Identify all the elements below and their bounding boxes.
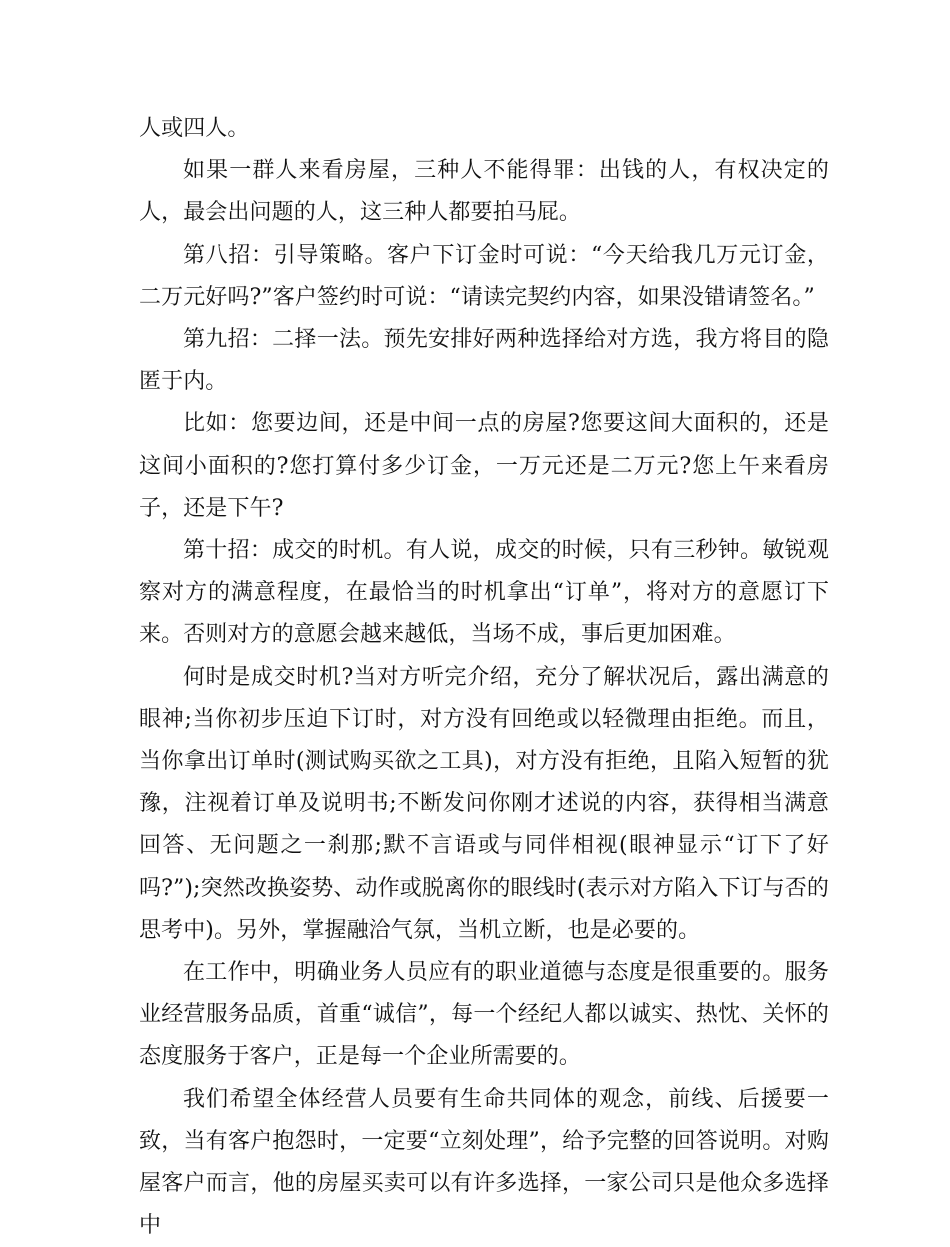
paragraph-3: 第八招：引导策略。客户下订金时可说：“今天给我几万元订金，二万元好吗?”客户签约时可说：“请读完契约内容，如果没错请签名。”	[139, 242, 829, 310]
paragraph-8: 在工作中，明确业务人员应有的职业道德与态度是很重要的。服务业经营服务品质，首重“诚信”，每一个经纪人都以诚实、热忱、关怀的态度服务于客户，正是每一个企业所需要的。	[139, 960, 829, 1070]
document-body	[139, 108, 829, 1247]
paragraph-9: 我们希望全体经营人员要有生命共同体的观念，前线、后援要一致，当有客户抱怨时，一定要“立刻处理”，给予完整的回答说明。对购屋客户而言，他的房屋买卖可以有许多选择，一家公司只是他众多选择中	[139, 1086, 829, 1239]
paragraph-7: 何时是成交时机?当对方听完介绍，充分了解状况后，露出满意的眼神;当你初步压迫下订时，对方没有回绝或以轻微理由拒绝。而且，当你拿出订单时(测试购买欲之工具)，对方没有拒绝，且陷入短暂的犹豫，注视着订单及说明书;不断发问你刚才述说的内容，获得相当满意回答、无问题之一刹那;默不言语或与同伴相视(眼神显示“订下了好吗?”);突然改换姿势、动作或脱离你的眼线时(表示对方陷入下订与否的思考中)。另外，掌握融洽气氛，当机立断，也是必要的。	[139, 664, 829, 943]
paragraph-2: 如果一群人来看房屋，三种人不能得罪：出钱的人，有权决定的人，最会出问题的人，这三种人都要拍马屁。	[139, 158, 829, 226]
paragraph-6: 第十招：成交的时机。有人说，成交的时候，只有三秒钟。敏锐观察对方的满意程度，在最恰当的时机拿出“订单”，将对方的意愿订下来。否则对方的意愿会越来越低，当场不成，事后更加困难。	[139, 538, 829, 648]
paragraph-1: 人或四人。	[139, 116, 250, 141]
paragraph-4: 第九招：二择一法。预先安排好两种选择给对方选，我方将目的隐匿于内。	[139, 327, 829, 395]
paragraph-5: 比如：您要边间，还是中间一点的房屋?您要这间大面积的，还是这间小面积的?您打算付多少订金，一万元还是二万元?您上午来看房子，还是下午?	[139, 411, 829, 521]
